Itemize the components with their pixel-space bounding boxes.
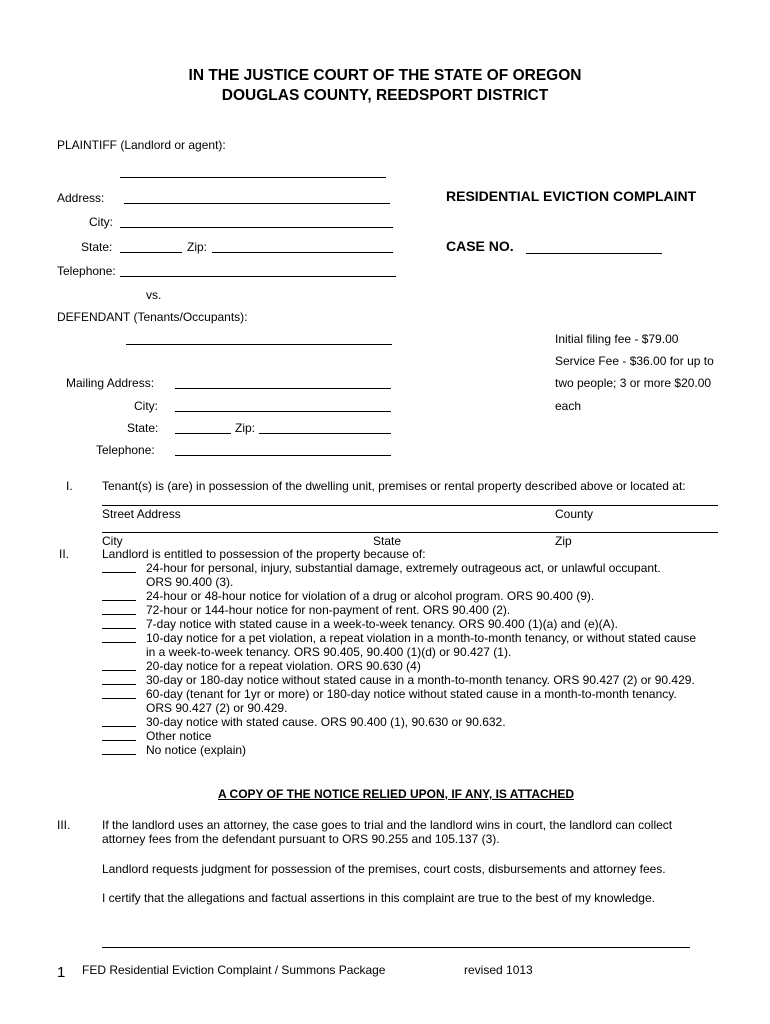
plaintiff-telephone-field[interactable] — [120, 276, 396, 277]
reason-nonpayment[interactable] — [102, 603, 510, 617]
certification-text: I certify that the allegations and factual assertions in this complaint are true to the best of my knowledge. — [102, 891, 655, 905]
plaintiff-heading: PLAINTIFF (Landlord or agent): — [57, 138, 226, 152]
reason-text: Other notice — [146, 729, 212, 743]
zip-label: Zip — [555, 534, 572, 548]
section-3-text-1b: attorney fees from the defendant pursuant to ORS 90.255 and 105.137 (3). — [102, 832, 500, 846]
reason-checkbox[interactable] — [102, 628, 136, 629]
plaintiff-city-field[interactable] — [120, 227, 393, 228]
versus-label: vs. — [146, 288, 162, 302]
footer-revision: revised 1013 — [464, 963, 533, 977]
plaintiff-state-field[interactable] — [120, 252, 182, 253]
section-1-numeral: I. — [66, 479, 73, 493]
reason-text: 10-day notice for a pet violation, a repeat violation in a month-to-month tenancy, or without stated cause — [146, 631, 697, 645]
plaintiff-zip-label: Zip: — [187, 240, 208, 254]
reason-text: 72-hour or 144-hour notice for non-payment of rent. ORS 90.400 (2). — [146, 603, 511, 617]
court-title-line2: DOUGLAS COUNTY, REEDSPORT DISTRICT — [221, 87, 549, 104]
defendant-telephone-field[interactable] — [175, 455, 391, 456]
plaintiff-zip-field[interactable] — [212, 252, 393, 253]
signature-line[interactable] — [102, 947, 690, 948]
reason-drug-alcohol[interactable] — [102, 589, 594, 603]
reason-text: 24-hour for personal, injury, substantial damage, extremely outrageous act, or unlawful occupant. — [146, 561, 661, 575]
property-street-field[interactable] — [102, 505, 718, 506]
reason-checkbox[interactable] — [102, 670, 136, 671]
plaintiff-city-label: City: — [89, 215, 113, 229]
plaintiff-address-field[interactable] — [124, 203, 390, 204]
judgment-request-text: Landlord requests judgment for possession of the premises, court costs, disbursements and attorney fees. — [102, 862, 666, 876]
reason-24-hour[interactable] — [102, 561, 661, 575]
reason-checkbox[interactable] — [102, 572, 136, 573]
case-no-field[interactable] — [526, 253, 662, 254]
reason-checkbox[interactable] — [102, 698, 136, 699]
reason-24-hour-ors: ORS 90.400 (3). — [146, 575, 234, 589]
plaintiff-state-label: State: — [81, 240, 113, 254]
reason-text: 24-hour or 48-hour notice for violation of a drug or alcohol program. ORS 90.400 (9). — [146, 589, 595, 603]
section-3-text-1a: If the landlord uses an attorney, the case goes to trial and the landlord wins in court, the landlord can collect — [102, 818, 673, 832]
property-city-field[interactable] — [102, 532, 718, 533]
defendant-mailing-label: Mailing Address: — [66, 376, 155, 390]
defendant-mailing-field[interactable] — [175, 388, 391, 389]
case-no-label: CASE NO. — [446, 238, 514, 254]
plaintiff-address-label: Address: — [57, 191, 105, 205]
reason-30-180-day[interactable] — [102, 673, 695, 687]
defendant-city-field[interactable] — [175, 411, 391, 412]
reason-text: No notice (explain) — [146, 743, 247, 757]
reason-checkbox[interactable] — [102, 642, 136, 643]
reason-60-day[interactable] — [102, 687, 677, 701]
defendant-telephone-label: Telephone: — [96, 443, 155, 457]
street-address-label: Street Address — [102, 507, 181, 521]
defendant-city-label: City: — [134, 399, 158, 413]
reason-text: 30-day notice with stated cause. ORS 90.400 (1), 90.630 or 90.632. — [146, 715, 506, 729]
complaint-title: RESIDENTIAL EVICTION COMPLAINT — [446, 188, 697, 204]
plaintiff-name-field[interactable] — [120, 177, 386, 178]
page-number: 1 — [57, 964, 66, 981]
section-2-intro: Landlord is entitled to possession of the property because of: — [102, 547, 426, 561]
reason-10-day[interactable] — [102, 631, 696, 645]
reason-10-day-cont: in a week-to-week tenancy. ORS 90.405, 90.400 (1)(d) or 90.427 (1). — [146, 645, 512, 659]
plaintiff-telephone-label: Telephone: — [57, 264, 116, 278]
fee-line-4: each — [555, 399, 582, 413]
section-3-numeral: III. — [57, 818, 71, 832]
reason-checkbox[interactable] — [102, 726, 136, 727]
reason-checkbox[interactable] — [102, 740, 136, 741]
reason-other-notice[interactable] — [102, 729, 211, 743]
reason-checkbox[interactable] — [102, 754, 136, 755]
defendant-state-label: State: — [127, 421, 159, 435]
defendant-state-field[interactable] — [175, 433, 231, 434]
fee-line-2: Service Fee - $36.00 for up to — [555, 354, 714, 368]
county-label: County — [555, 507, 594, 521]
defendant-zip-label: Zip: — [235, 421, 256, 435]
defendant-name-field[interactable] — [126, 344, 392, 345]
city-label: City — [102, 534, 123, 548]
court-title-line1: IN THE JUSTICE COURT OF THE STATE OF OREGON — [188, 67, 582, 84]
defendant-zip-field[interactable] — [259, 433, 391, 434]
state-label: State — [373, 534, 402, 548]
reason-checkbox[interactable] — [102, 684, 136, 685]
notice-attached-heading: A COPY OF THE NOTICE RELIED UPON, IF ANY, IS ATTACHED — [217, 787, 575, 801]
reason-text: 30-day or 180-day notice without stated cause in a month-to-month tenancy. ORS 90.427 (2) or 90.429. — [146, 673, 695, 687]
reason-text: 20-day notice for a repeat violation. ORS 90.630 (4) — [146, 659, 421, 673]
reason-text: 7-day notice with stated cause in a week-to-week tenancy. ORS 90.400 (1)(a) and (e)(A). — [146, 617, 619, 631]
section-2-numeral: II. — [59, 547, 70, 561]
fee-line-3: two people; 3 or more $20.00 — [555, 376, 712, 390]
section-1-text: Tenant(s) is (are) in possession of the dwelling unit, premises or rental property described above or located at: — [102, 479, 686, 493]
reason-text: 60-day (tenant for 1yr or more) or 180-day notice without stated cause in a month-to-month tenancy. — [146, 687, 677, 701]
defendant-heading: DEFENDANT (Tenants/Occupants): — [57, 310, 248, 324]
reason-7-day[interactable] — [102, 617, 618, 631]
reason-20-day[interactable] — [102, 659, 421, 673]
reason-30-day-cause[interactable] — [102, 715, 506, 729]
reason-no-notice[interactable] — [102, 743, 246, 757]
fee-line-1: Initial filing fee - $79.00 — [555, 332, 679, 346]
footer-form-title: FED Residential Eviction Complaint / Summons Package — [82, 963, 386, 977]
reason-60-day-ors: ORS 90.427 (2) or 90.429. — [146, 701, 288, 715]
reason-checkbox[interactable] — [102, 600, 136, 601]
reason-checkbox[interactable] — [102, 614, 136, 615]
